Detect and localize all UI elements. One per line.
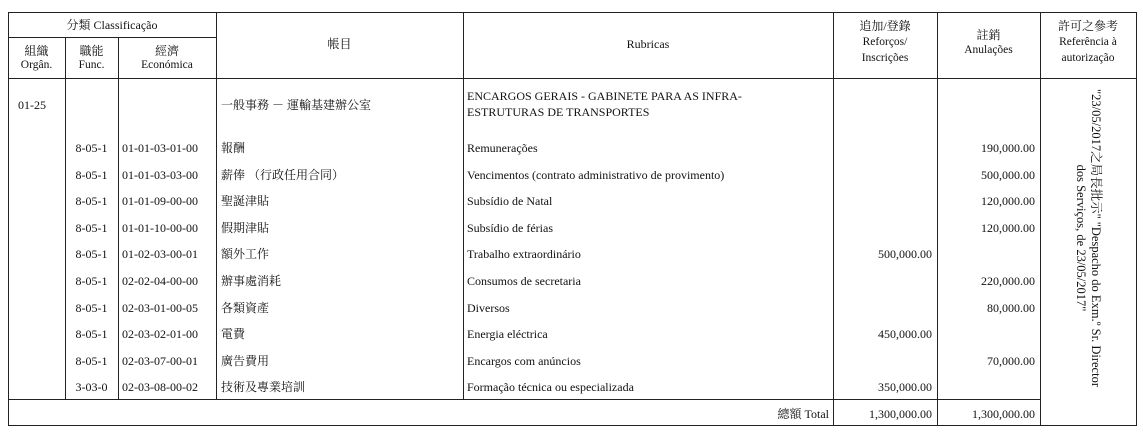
reference-note-text: "23/05/2017之局長批示" "Despacho do Exm.º Sr. Director dos Serviços, de 23/05/2017" (1074, 89, 1103, 387)
row-econ: 02-02-04-00-00 (122, 274, 198, 288)
row-account: 技術及專業培訓 (221, 380, 306, 394)
row-rubrica: Consumos de secretaria (467, 274, 581, 288)
table-border-right (1136, 12, 1137, 426)
col-sep-account (463, 12, 464, 399)
header-cancel-zh: 註銷 (976, 28, 1001, 42)
col-sep-func (118, 37, 119, 399)
row-func: 8-05-1 (75, 327, 108, 341)
total-label: 總額 Total (777, 407, 829, 421)
header-reinforce-zh: 追加/登錄 (859, 19, 911, 33)
row-econ: 01-01-03-03-00 (122, 168, 198, 182)
col-sep-organ (65, 37, 66, 399)
header-func-zh: 職能 (79, 44, 104, 58)
total-top-line (8, 399, 1040, 400)
section-rubrica-line1: ENCARGOS GERAIS - GABINETE PARA AS INFRA- (467, 89, 742, 103)
header-reinforce-pt2: Inscrições (861, 52, 909, 64)
row-func: 8-05-1 (75, 354, 108, 368)
row-econ: 01-01-09-00-00 (122, 194, 198, 208)
row-cancel: 80,000.00 (987, 301, 1035, 315)
table-border-top (8, 12, 1136, 13)
row-rubrica: Trabalho extraordinário (467, 247, 581, 261)
row-econ: 02-03-02-01-00 (122, 327, 198, 341)
row-func: 8-05-1 (75, 301, 108, 315)
row-rubrica: Energia eléctrica (467, 327, 548, 341)
row-econ: 02-03-01-00-05 (122, 301, 198, 315)
row-cancel: 70,000.00 (987, 354, 1035, 368)
table-border-bottom (8, 425, 1136, 426)
section-organ: 01-25 (18, 98, 46, 112)
total-cancel: 1,300,000.00 (972, 407, 1035, 421)
row-econ: 01-01-10-00-00 (122, 221, 198, 235)
header-reinforce-pt1: Reforços/ (862, 36, 908, 48)
row-reinforce: 500,000.00 (878, 247, 932, 261)
row-account: 各類資產 (221, 301, 270, 315)
row-reinforce: 350,000.00 (878, 380, 932, 394)
row-account: 假期津貼 (221, 221, 270, 235)
total-reinforce: 1,300,000.00 (869, 407, 932, 421)
row-cancel: 120,000.00 (981, 194, 1035, 208)
row-econ: 02-03-08-00-02 (122, 380, 198, 394)
reference-note (1040, 88, 1136, 388)
row-rubrica: Encargos com anúncios (467, 354, 581, 368)
row-rubrica: Diversos (467, 301, 510, 315)
row-cancel: 220,000.00 (981, 274, 1035, 288)
header-rubricas: Rubricas (626, 37, 670, 51)
header-organ-pt: Orgân. (20, 59, 53, 71)
header-organ-zh: 組織 (24, 44, 49, 58)
row-func: 3-03-0 (75, 380, 108, 394)
header-econ-zh: 經濟 (154, 44, 179, 58)
row-account: 廣告費用 (221, 354, 270, 368)
header-reference-zh: 許可之參考 (1057, 19, 1118, 33)
row-func: 8-05-1 (75, 141, 108, 155)
header-account: 帳目 (327, 37, 352, 51)
header-bottom-line (8, 78, 1136, 79)
col-sep-rubricas (833, 12, 834, 426)
header-classification: 分類 Classificação (66, 18, 158, 32)
row-cancel: 190,000.00 (981, 141, 1035, 155)
row-account: 薪俸 （行政任用合同） (221, 168, 345, 182)
row-econ: 01-01-03-01-00 (122, 141, 198, 155)
classification-divider (8, 37, 216, 38)
table-border-left (8, 12, 9, 426)
row-func: 8-05-1 (75, 247, 108, 261)
header-reference-pt1: Referência à (1059, 36, 1117, 48)
row-rubrica: Vencimentos (contrato administrativo de provimento) (467, 168, 725, 182)
section-rubrica-line2: ESTRUTURAS DE TRANSPORTES (467, 105, 650, 119)
row-reinforce: 450,000.00 (878, 327, 932, 341)
row-cancel: 500,000.00 (981, 168, 1035, 182)
header-reference-pt2: autorização (1061, 52, 1115, 64)
row-account: 電費 (221, 327, 246, 341)
header-econ-pt: Económica (141, 59, 193, 71)
row-func: 8-05-1 (75, 221, 108, 235)
row-rubrica: Remunerações (467, 141, 538, 155)
row-func: 8-05-1 (75, 274, 108, 288)
header-func-pt: Func. (78, 59, 105, 71)
row-account: 辦事處消耗 (221, 274, 282, 288)
row-account: 報酬 (221, 141, 246, 155)
section-account: 一般事務 － 運輸基建辦公室 (221, 98, 372, 112)
row-rubrica: Subsídio de Natal (467, 194, 553, 208)
row-rubrica: Formação técnica ou especializada (467, 380, 634, 394)
row-cancel: 120,000.00 (981, 221, 1035, 235)
row-econ: 02-03-07-00-01 (122, 354, 198, 368)
row-account: 聖誕津貼 (221, 194, 270, 208)
row-account: 額外工作 (221, 247, 270, 261)
row-func: 8-05-1 (75, 168, 108, 182)
col-sep-econ (216, 12, 217, 399)
row-func: 8-05-1 (75, 194, 108, 208)
row-rubrica: Subsídio de férias (467, 221, 553, 235)
row-econ: 01-02-03-00-01 (122, 247, 198, 261)
header-cancel-pt: Anulações (964, 44, 1013, 56)
